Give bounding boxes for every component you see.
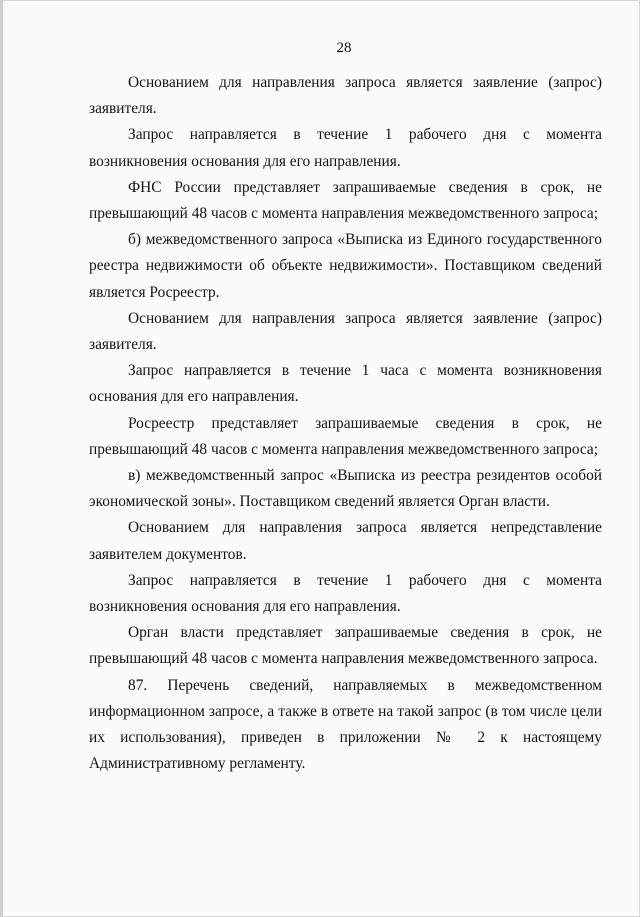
page-number: 28 (336, 40, 352, 56)
paragraph: 87. Перечень сведений, направляемых в межведомственном информационном запросе, а также в ответе на такой запрос (в том числе цели их использования), приведен в приложении № 2 к настоящему Административному регламенту. (89, 676, 602, 773)
paragraph: Основанием для направления запроса является заявление (запрос) заявителя. (89, 309, 602, 354)
paragraph: Запрос направляется в течение 1 рабочего дня с момента возникновения основания для его направления. (89, 571, 602, 616)
paragraph: ФНС России представляет запрашиваемые сведения в срок, не превышающий 48 часов с момента направления межведомственного запроса; (89, 178, 602, 223)
paragraph: Основанием для направления запроса является непредставление заявителем документов. (89, 519, 602, 563)
paragraph: Запрос направляется в течение 1 часа с момента возникновения основания для его направления. (89, 362, 602, 406)
paragraph: Запрос направляется в течение 1 рабочего дня с момента возникновения основания для его направления. (89, 126, 602, 170)
paragraph: Орган власти представляет запрашиваемые сведения в срок, не превышающий 48 часов с момента направления межведомственного запроса. (89, 624, 602, 668)
paragraph: б) межведомственного запроса «Выписка из Единого государственного реестра недвижимости об объекте недвижимости». Поставщиком сведений является Росреестр. (89, 231, 602, 301)
paragraph: в) межведомственный запрос «Выписка из реестра резидентов особой экономической зоны». Поставщиком сведений является Орган власти. (89, 467, 602, 511)
paragraph: Основанием для направления запроса является заявление (запрос) заявителя. (89, 74, 602, 118)
document-body (89, 70, 602, 777)
paragraph: Росреестр представляет запрашиваемые сведения в срок, не превышающий 48 часов с момента направления межведомственного запроса; (89, 414, 602, 458)
